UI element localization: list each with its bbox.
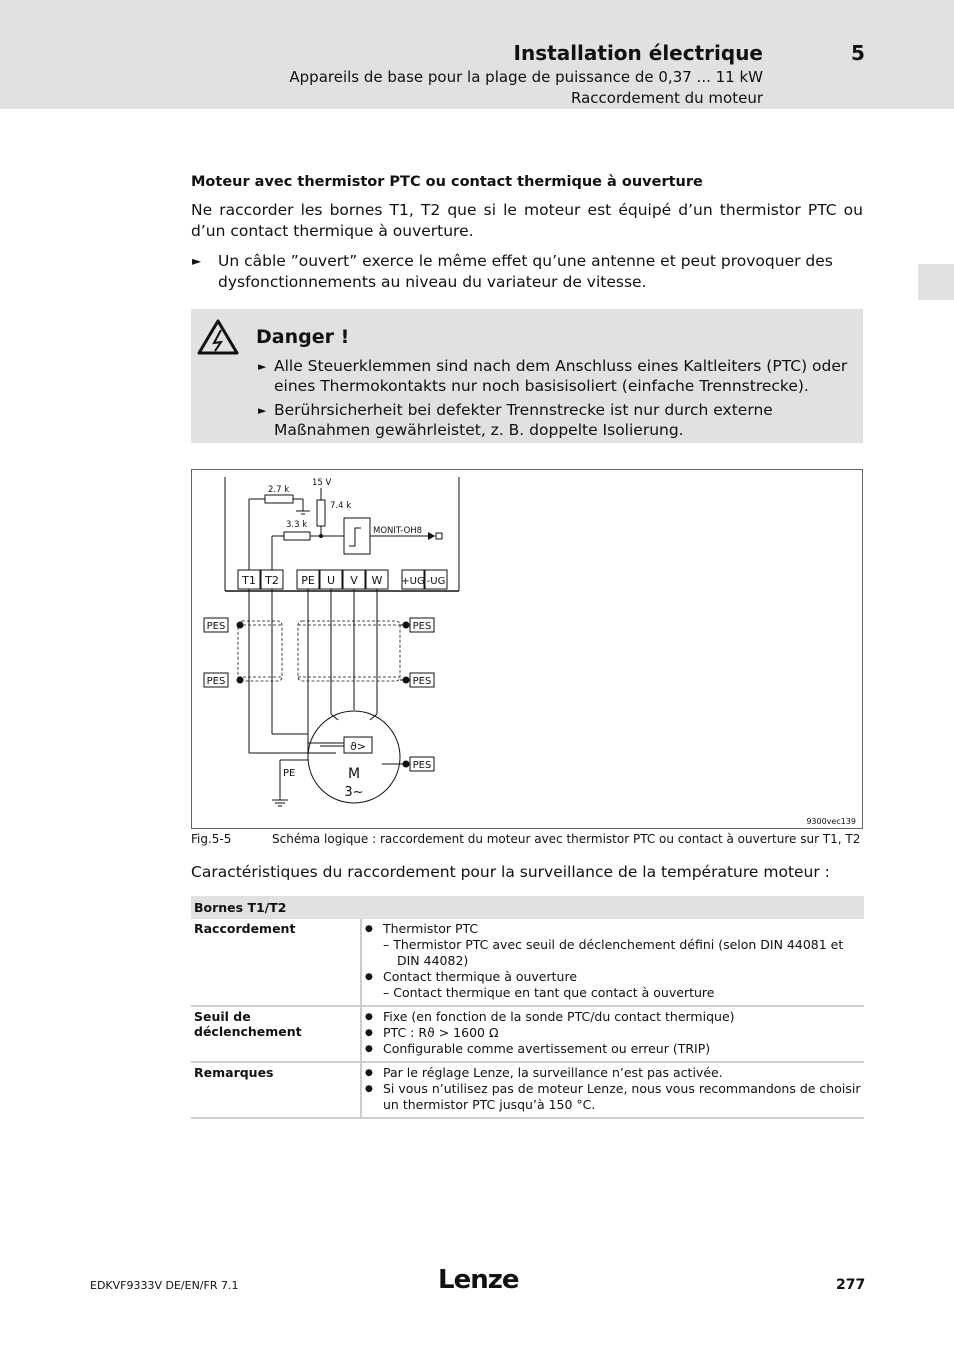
motor-label-3phase: 3~ <box>344 785 364 800</box>
table-header: Bornes T1/T2 <box>191 896 864 919</box>
danger-arrow-icon: ► <box>258 404 267 417</box>
table-title: Caractéristiques du raccordement pour la surveillance de la température moteur : <box>191 863 830 881</box>
list-item: – Thermistor PTC avec seuil de déclenchement défini (selon DIN 44081 et <box>383 937 844 952</box>
pes-label: PES <box>412 676 432 687</box>
figure-caption: Schéma logique : raccordement du moteur avec thermistor PTC ou contact à ouverture sur T1, T2 <box>272 832 861 846</box>
warning-triangle-icon <box>197 318 239 356</box>
terminal-u: U <box>326 574 336 587</box>
document-code: EDKVF9333V DE/EN/FR 7.1 <box>90 1279 239 1292</box>
resistor-7-4k: 7.4 k <box>330 501 352 511</box>
wiring-diagram <box>191 469 863 829</box>
resistor-2-7k: 2.7 k <box>268 485 290 495</box>
list-item: ● Par le réglage Lenze, la surveillance n’est pas activée. <box>365 1065 861 1081</box>
table-row <box>191 919 864 1006</box>
monit-label: MONIT-OH8 <box>373 526 423 536</box>
list-item: ● Contact thermique à ouverture <box>365 969 861 985</box>
terminal-t2: T2 <box>265 574 279 587</box>
lenze-logo: Lenze <box>438 1265 519 1295</box>
table-row <box>191 1062 864 1118</box>
wiring-svg <box>192 470 864 830</box>
resistor-3-3k: 3.3 k <box>286 520 308 530</box>
bullet-arrow-icon: ► <box>192 254 202 268</box>
danger-item-1: Alle Steuerklemmen sind nach dem Anschluss eines Kaltleiters (PTC) oder eines Thermokontakts nur noch basisisoliert (einfache Trennstrecke). <box>274 357 848 395</box>
intro-paragraph: Ne raccorder les bornes T1, T2 que si le moteur est équipé d’un thermistor PTC ou d’un contact thermique à ouverture. <box>191 201 863 240</box>
header-subtitle-1: Appareils de base pour la plage de puissance de 0,37 ... 11 kW <box>289 68 763 86</box>
list-item: ● Thermistor PTC <box>365 921 861 937</box>
row-label: Raccordement <box>191 919 361 1006</box>
danger-box <box>191 309 863 443</box>
list-item: ● PTC : Rϑ > 1600 Ω <box>365 1025 861 1041</box>
terminal-pe: PE <box>301 574 315 587</box>
list-item: ● Configurable comme avertissement ou erreur (TRIP) <box>365 1041 861 1057</box>
figure-label: Fig.5-5 <box>191 832 232 846</box>
table-row <box>191 1006 864 1062</box>
motor-label-m: M <box>347 766 361 782</box>
list-item: ● Fixe (en fonction de la sonde PTC/du contact thermique) <box>365 1009 861 1025</box>
list-item: ● Si vous n’utilisez pas de moteur Lenze, nous vous recommandons de choisir un thermistor PTC jusqu’à 150 °C. <box>365 1081 861 1113</box>
list-item: – Contact thermique en tant que contact à ouverture <box>383 985 715 1000</box>
danger-arrow-icon: ► <box>258 360 267 373</box>
bullet-text: Un câble ”ouvert” exerce le même effet qu’une antenne et peut provoquer des dysfonctionnements au niveau du variateur de vitesse. <box>218 252 833 291</box>
pes-label: PES <box>206 621 226 632</box>
terminal-ug-minus: -UG <box>426 576 446 587</box>
page-number: 277 <box>836 1277 866 1293</box>
pe-motor-label: PE <box>283 768 296 779</box>
pes-label: PES <box>412 621 432 632</box>
pes-label: PES <box>412 760 432 771</box>
terminal-t1: T1 <box>242 574 256 587</box>
pes-label: PES <box>206 676 226 687</box>
spec-table <box>191 896 864 1119</box>
thermal-symbol: ϑ> <box>349 740 367 753</box>
section-heading: Moteur avec thermistor PTC ou contact thermique à ouverture <box>191 174 703 190</box>
terminal-w: W <box>371 574 383 587</box>
chapter-tab <box>918 264 954 300</box>
chapter-number: 5 <box>851 41 865 65</box>
row-label: Remarques <box>191 1062 361 1118</box>
list-item: DIN 44082) <box>397 953 469 968</box>
danger-item-2: Berührsicherheit bei defekter Trennstrecke ist nur durch externe Maßnahmen gewährleistet, z. B. doppelte Isolierung. <box>274 401 773 439</box>
row-label: Seuil de déclenchement <box>191 1006 361 1062</box>
header-subtitle-2: Raccordement du moteur <box>571 89 763 107</box>
terminal-ug-plus: +UG <box>401 576 425 587</box>
header-title: Installation électrique <box>513 41 763 65</box>
figure-code: 9300vec139 <box>806 817 856 826</box>
page-header <box>0 0 954 109</box>
danger-title: Danger ! <box>256 326 350 348</box>
supply-15v: 15 V <box>312 478 332 488</box>
terminal-v: V <box>350 574 358 587</box>
